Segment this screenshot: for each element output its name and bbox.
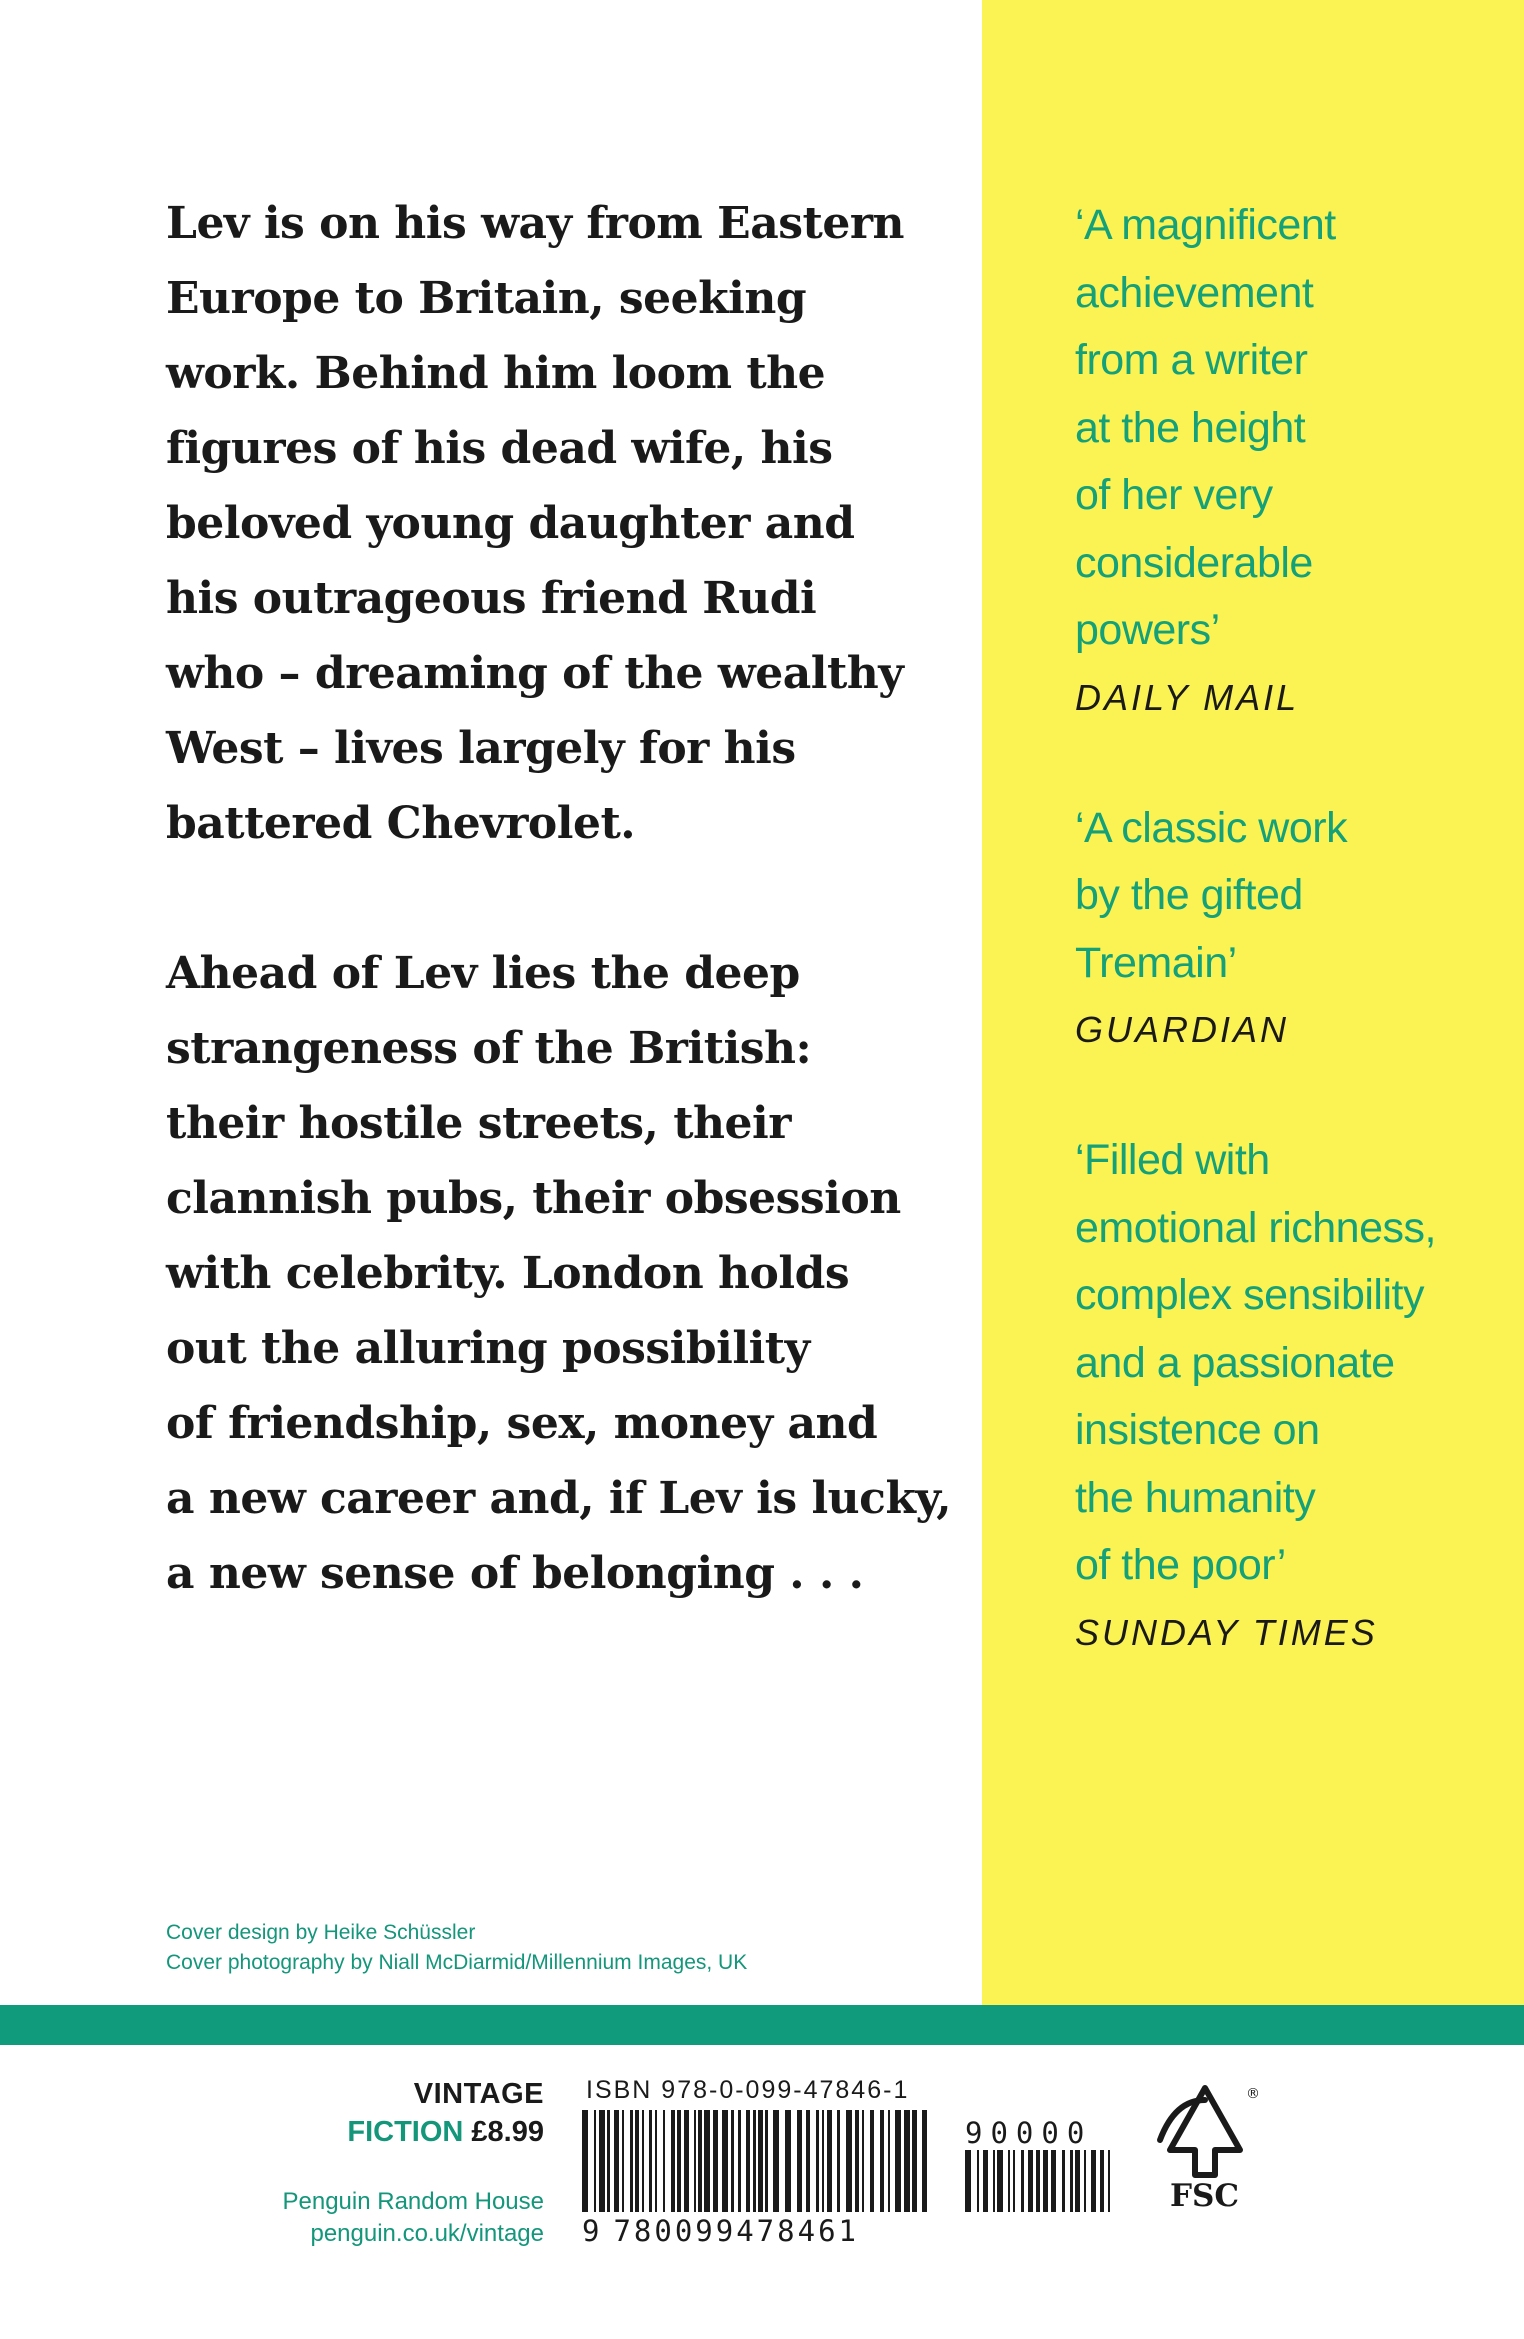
price-label: £8.99 xyxy=(471,2116,544,2148)
quote-line: ‘A magnificent xyxy=(1075,201,1336,249)
review-quote-sunday-times xyxy=(1075,1127,1515,1664)
barcode-bar xyxy=(1075,2150,1080,2212)
barcode-bar xyxy=(965,2150,971,2212)
barcode-bar xyxy=(607,2110,610,2212)
quote-line: powers’ xyxy=(1075,606,1220,654)
barcode-bar xyxy=(997,2150,1003,2212)
quote-line: achievement xyxy=(1075,268,1314,317)
barcode-bar xyxy=(1084,2150,1086,2212)
blurb-line: of friendship, sex, money and xyxy=(166,1398,878,1449)
barcode-bar xyxy=(671,2110,675,2212)
fsc-label: FSC xyxy=(1170,2178,1240,2214)
barcode-bar xyxy=(1051,2150,1056,2212)
blurb-line: work. Behind him loom the xyxy=(166,348,826,399)
blurb-line: West – lives largely for his xyxy=(166,723,796,774)
blurb-line: figures of his dead wife, his xyxy=(166,423,833,474)
barcode-bar xyxy=(1100,2150,1104,2212)
review-quote-daily-mail xyxy=(1075,192,1515,729)
barcode-bar xyxy=(904,2110,910,2212)
blurb xyxy=(166,186,952,1611)
quote-source: GUARDIAN xyxy=(1075,1009,1290,1050)
barcode-addon-digits: 90000 xyxy=(965,2116,1093,2150)
barcode-bar xyxy=(816,2110,819,2212)
barcode-bar xyxy=(895,2110,901,2212)
quote-line: Tremain’ xyxy=(1075,938,1237,987)
barcode-main-digits: 780099478461 xyxy=(613,2214,859,2248)
barcode-bar xyxy=(694,2110,696,2212)
barcode-bar xyxy=(922,2110,927,2212)
quote-line: emotional richness, xyxy=(1075,1203,1436,1252)
barcode-bar xyxy=(862,2110,864,2212)
barcode-bar xyxy=(880,2110,884,2212)
blurb-line: a new career and, if Lev is lucky, xyxy=(166,1473,952,1524)
barcode-bar xyxy=(797,2110,802,2212)
barcode-bar xyxy=(1028,2150,1033,2212)
quote-line: ‘A classic work xyxy=(1075,803,1348,852)
category-price xyxy=(347,2113,544,2151)
barcode-bar xyxy=(722,2110,728,2212)
barcode-bar xyxy=(1008,2150,1010,2212)
blurb-line: Europe to Britain, seeking xyxy=(166,273,807,324)
barcode-bar xyxy=(837,2110,840,2212)
barcode-bar xyxy=(846,2110,852,2212)
barcode-bar xyxy=(655,2110,657,2212)
barcode-bar xyxy=(765,2110,768,2212)
barcode-bar xyxy=(827,2110,832,2212)
blurb-line: his outrageous friend Rudi xyxy=(166,573,817,624)
barcode-bar xyxy=(977,2150,979,2212)
quote-line: of the poor’ xyxy=(1075,1541,1286,1589)
barcode-bar xyxy=(806,2110,810,2212)
barcode-bar xyxy=(677,2110,681,2212)
isbn-label: ISBN 978-0-099-47846-1 xyxy=(586,2076,910,2104)
fsc-tree-icon xyxy=(1150,2080,1260,2190)
barcode-digits xyxy=(582,2214,859,2248)
blurb-line: strangeness of the British: xyxy=(166,1023,812,1074)
barcode-bar xyxy=(635,2110,639,2212)
barcode-bar xyxy=(785,2110,791,2212)
barcode-bar xyxy=(599,2110,605,2212)
barcode-bar xyxy=(1013,2150,1015,2212)
barcode-bar xyxy=(773,2110,779,2212)
publisher-url: penguin.co.uk/vintage xyxy=(310,2220,544,2247)
barcode-bar xyxy=(1021,2150,1024,2212)
blurb-line: battered Chevrolet. xyxy=(166,798,636,849)
cover-photography-credit: Cover photography by Niall McDiarmid/Millennium Images, UK xyxy=(166,1951,748,1974)
barcode-bar xyxy=(993,2150,995,2212)
barcode-bar xyxy=(663,2110,665,2212)
cover-design-credit: Cover design by Heike Schüssler xyxy=(166,1921,476,1944)
barcode-bar xyxy=(622,2110,624,2212)
barcode-bar xyxy=(822,2110,824,2212)
publisher-name: Penguin Random House xyxy=(282,2188,544,2215)
review-quote-guardian xyxy=(1075,795,1515,1062)
blurb-line: a new sense of belonging . . . xyxy=(166,1548,864,1599)
quote-line: ‘Filled with xyxy=(1075,1136,1270,1184)
quote-line: complex sensibility xyxy=(1075,1271,1424,1319)
quote-line: and a passionate xyxy=(1075,1338,1395,1387)
barcode-bar xyxy=(1108,2150,1110,2212)
fsc-registered-mark: ® xyxy=(1246,2086,1260,2102)
review-quotes xyxy=(1075,192,1515,1730)
quote-source: SUNDAY TIMES xyxy=(1075,1611,1378,1653)
quote-line: the humanity xyxy=(1075,1473,1316,1522)
barcode-bar xyxy=(870,2110,874,2212)
blurb-paragraph-1 xyxy=(166,186,904,861)
barcode-bar xyxy=(746,2110,750,2212)
quote-line: insistence on xyxy=(1075,1406,1320,1454)
barcode-addon-icon xyxy=(965,2150,1110,2212)
barcode-bar xyxy=(594,2110,596,2212)
blurb-line: out the alluring possibility xyxy=(166,1323,810,1374)
barcode-bar xyxy=(888,2110,890,2212)
barcode-bar xyxy=(630,2110,633,2212)
barcode-lead-digit: 9 xyxy=(582,2214,600,2248)
barcode-icon xyxy=(582,2110,932,2212)
quote-line: considerable xyxy=(1075,538,1313,587)
blurb-line: Ahead of Lev lies the deep xyxy=(166,948,800,999)
blurb-line: clannish pubs, their obsession xyxy=(166,1173,901,1224)
blurb-paragraph-2 xyxy=(166,936,952,1611)
blurb-line: beloved young daughter and xyxy=(166,498,855,549)
barcode-bar xyxy=(1070,2150,1073,2212)
imprint-block xyxy=(347,2075,544,2151)
blurb-line: Lev is on his way from Eastern xyxy=(166,198,904,249)
barcode-bar xyxy=(698,2110,702,2212)
barcode-bar xyxy=(753,2110,756,2212)
category-label: FICTION xyxy=(347,2116,464,2148)
publisher-block xyxy=(282,2186,544,2250)
quote-line: from a writer xyxy=(1075,336,1308,384)
barcode-bar xyxy=(731,2110,734,2212)
quote-line: by the gifted xyxy=(1075,871,1303,919)
barcode-bar xyxy=(983,2150,988,2212)
barcode-bar xyxy=(1091,2150,1096,2212)
cover-credits xyxy=(166,1918,747,1978)
quote-source: DAILY MAIL xyxy=(1075,676,1300,718)
imprint-name: VINTAGE xyxy=(413,2078,544,2110)
blurb-line: who – dreaming of the wealthy xyxy=(166,648,904,699)
barcode-bar xyxy=(614,2110,619,2212)
quote-line: at the height xyxy=(1075,403,1306,452)
barcode-bar xyxy=(642,2110,644,2212)
barcode-bar xyxy=(912,2110,917,2212)
barcode-bar xyxy=(1062,2150,1065,2212)
barcode-bar xyxy=(649,2110,652,2212)
teal-band xyxy=(0,2005,1524,2045)
barcode-bar xyxy=(758,2110,763,2212)
barcode-bar xyxy=(738,2110,741,2212)
barcode-bar xyxy=(713,2110,718,2212)
barcode-bar xyxy=(704,2110,710,2212)
barcode-bar xyxy=(582,2110,588,2212)
blurb-line: their hostile streets, their xyxy=(166,1098,791,1149)
barcode-bar xyxy=(684,2110,689,2212)
blurb-line: with celebrity. London holds xyxy=(166,1248,850,1299)
barcode-bar xyxy=(1036,2150,1040,2212)
quote-line: of her very xyxy=(1075,471,1273,519)
barcode-bar xyxy=(1043,2150,1048,2212)
barcode-bar xyxy=(855,2110,859,2212)
